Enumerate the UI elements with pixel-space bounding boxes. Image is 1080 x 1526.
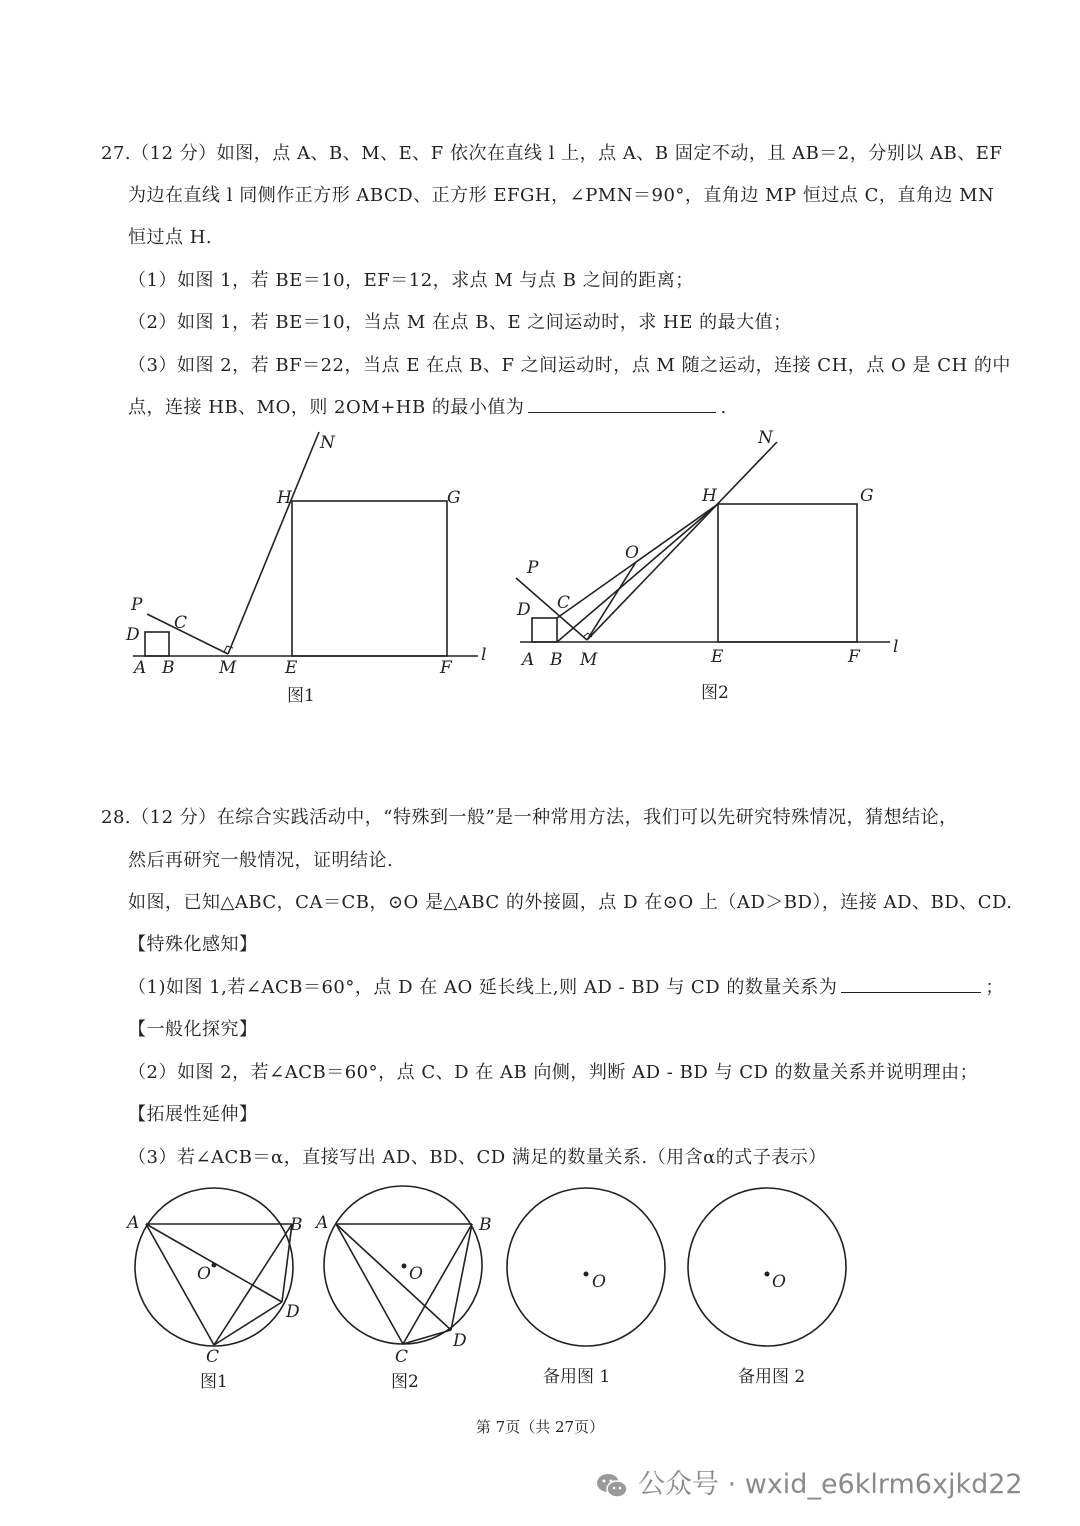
q27-part3b-text: 点，连接 HB、MO，则 2OM+HB 的最小值为	[128, 397, 525, 418]
q28-part1-end: ；	[985, 977, 1004, 998]
q28-heading-general: 【一般化探究】	[128, 1019, 258, 1040]
label-a: A	[316, 1213, 329, 1233]
label-n: N	[758, 428, 773, 448]
q28-part2: （2）如图 2，若∠ACB＝60°，点 C、D 在 AB 向侧，判断 AD - BD 与 CD 的数量关系并说明理由；	[128, 1062, 979, 1083]
watermark	[596, 1462, 1023, 1501]
label-m: M	[219, 658, 237, 678]
figure-caption: 图1	[200, 1372, 228, 1392]
label-g: G	[447, 488, 461, 508]
label-b: B	[162, 658, 175, 678]
label-b: B	[550, 650, 563, 670]
q28-part1-text: （1)如图 1,若∠ACB＝60°，点 D 在 AO 延长线上,则 AD - BD 与 CD 的数量关系为	[128, 977, 838, 998]
label-d: D	[126, 625, 140, 645]
label-o: O	[592, 1272, 606, 1292]
label-o: O	[409, 1264, 423, 1284]
label-p: P	[131, 595, 143, 615]
label-c: C	[395, 1347, 409, 1367]
q27-part3a: （3）如图 2，若 BF＝22，当点 E 在点 B、F 之间运动时，点 M 随之运动，连接 CH，点 O 是 CH 的中	[128, 355, 1011, 376]
figure-caption: 图1	[287, 686, 315, 706]
segment-bd	[451, 1224, 472, 1330]
label-b: B	[290, 1215, 303, 1235]
label-o: O	[625, 543, 639, 563]
square-efgh	[292, 501, 447, 656]
square-efgh	[718, 504, 857, 642]
spare-circle-1	[507, 1188, 665, 1346]
square-abcd	[145, 632, 169, 656]
segment-mo	[587, 562, 636, 640]
label-h: H	[277, 488, 292, 508]
figure-caption: 备用图 1	[543, 1367, 611, 1387]
label-c: C	[174, 613, 188, 633]
center-dot	[402, 1264, 407, 1269]
label-b: B	[479, 1215, 492, 1235]
q27-line1: 27.（12 分）如图，点 A、B、M、E、F 依次在直线 l 上，点 A、B 固定不动，且 AB＝2，分别以 AB、EF	[101, 143, 1003, 164]
figure-caption: 图2	[391, 1372, 419, 1392]
q27-figure-2	[516, 442, 890, 642]
wechat-icon	[596, 1472, 628, 1500]
segment-ac	[336, 1224, 403, 1344]
label-c: C	[206, 1347, 220, 1367]
q27-line2: 为边在直线 l 同侧作正方形 ABCD、正方形 EFGH，∠PMN＝90°，直角边 MP 恒过点 C，直角边 MN	[128, 185, 995, 206]
center-dot	[765, 1272, 770, 1277]
label-n: N	[320, 433, 335, 453]
label-e: E	[711, 647, 724, 667]
label-o: O	[197, 1264, 211, 1284]
segment-ad	[336, 1224, 451, 1330]
label-e: E	[285, 658, 298, 678]
q27-line3: 恒过点 H.	[128, 227, 213, 248]
q28-line1: 28.（12 分）在综合实践活动中，“特殊到一般”是一种常用方法，我们可以先研究特殊情况，猜想结论，	[101, 807, 958, 828]
segment-ac	[146, 1224, 214, 1345]
figure-caption: 备用图 2	[738, 1367, 806, 1387]
label-a: A	[522, 650, 535, 670]
ray-mn	[587, 442, 777, 640]
q28-line2: 然后再研究一般情况，证明结论.	[128, 850, 394, 871]
watermark-text: 公众号 · wxid_e6klrm6xjkd22	[638, 1469, 1023, 1500]
label-g: G	[860, 486, 874, 506]
label-p: P	[527, 558, 539, 578]
q28-heading-special: 【特殊化感知】	[128, 934, 258, 955]
label-d: D	[453, 1331, 467, 1351]
square-abcd	[532, 618, 557, 642]
label-d: D	[517, 600, 531, 620]
q28-line3: 如图，已知△ABC，CA＝CB，⊙O 是△ABC 的外接圆，点 D 在⊙O 上（AD＞BD），连接 AD、BD、CD.	[128, 892, 1013, 913]
segment-bc	[403, 1224, 472, 1344]
q28-heading-extend: 【拓展性延伸】	[128, 1104, 258, 1125]
label-f: F	[440, 658, 452, 678]
ray-mp	[147, 614, 228, 654]
center-dot	[584, 1272, 589, 1277]
label-l: l	[481, 645, 487, 665]
label-a: A	[127, 1213, 140, 1233]
q27-part2: （2）如图 1，若 BE＝10，当点 M 在点 B、E 之间运动时，求 HE 的最大值；	[128, 312, 792, 333]
q27-part1: （1）如图 1，若 BE＝10，EF＝12，求点 M 与点 B 之间的距离；	[128, 270, 694, 291]
label-o: O	[772, 1272, 786, 1292]
page-footer: 第 7页（共 27页）	[475, 1418, 605, 1436]
label-m: M	[580, 650, 598, 670]
label-d: D	[286, 1302, 300, 1322]
label-l: l	[893, 637, 899, 657]
figure-caption: 图2	[701, 683, 729, 703]
label-h: H	[702, 486, 717, 506]
label-c: C	[557, 593, 571, 613]
center-dot	[212, 1263, 217, 1268]
q28-part3: （3）若∠ACB＝α，直接写出 AD、BD、CD 满足的数量关系.（用含α的式子表示）	[128, 1147, 827, 1168]
q27-part3b-end: .	[720, 397, 727, 418]
label-f: F	[848, 647, 860, 667]
label-a: A	[134, 658, 147, 678]
spare-circle-2	[688, 1188, 846, 1346]
ray-mn	[228, 432, 319, 654]
segment-bh	[557, 504, 718, 642]
